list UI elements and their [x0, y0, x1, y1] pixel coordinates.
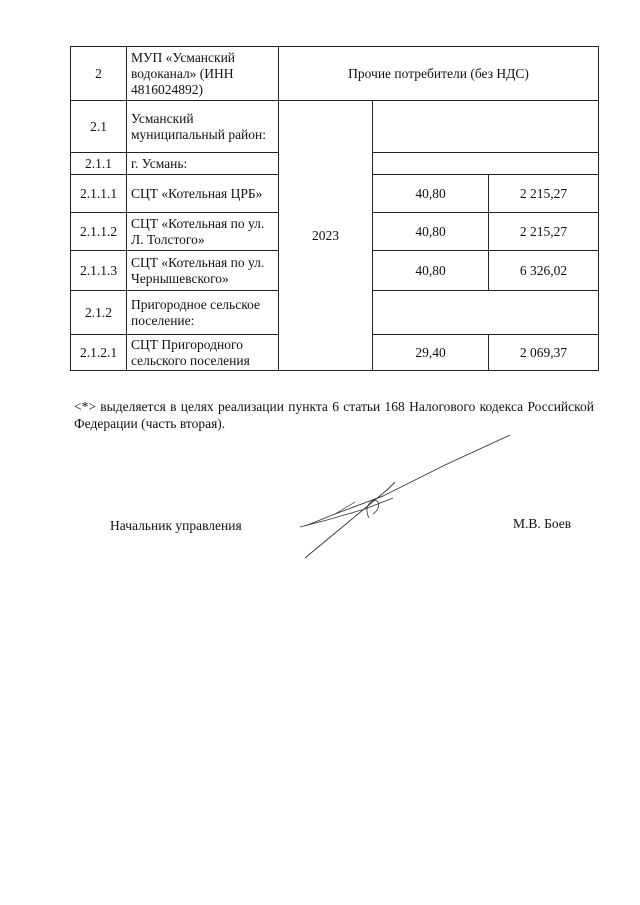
row-number: 2.1	[71, 101, 127, 153]
handwritten-signature	[295, 430, 520, 565]
consumer-group-cell: Прочие потребители (без НДС)	[279, 47, 599, 101]
row-number: 2.1.1.2	[71, 213, 127, 251]
signatory-title: Начальник управления	[110, 518, 242, 533]
empty-cell	[373, 153, 599, 175]
row-name: СЦТ «Котельная по ул. Л. Толстого»	[127, 213, 279, 251]
row-name: СЦТ «Котельная ЦРБ»	[127, 175, 279, 213]
row-number: 2.1.1.1	[71, 175, 127, 213]
row-name: г. Усмань:	[127, 153, 279, 175]
empty-cell	[373, 291, 599, 335]
row-number: 2	[71, 47, 127, 101]
table-row	[71, 47, 599, 101]
year-cell: 2023	[279, 101, 373, 371]
value-cell: 2 069,37	[489, 335, 599, 371]
signatory-name: М.В. Боев	[513, 516, 572, 531]
empty-cell	[373, 101, 599, 153]
row-number: 2.1.2	[71, 291, 127, 335]
row-number: 2.1.1	[71, 153, 127, 175]
row-name: Усманский муниципальный район:	[127, 101, 279, 153]
value-cell: 40,80	[373, 251, 489, 291]
value-cell: 2 215,27	[489, 175, 599, 213]
value-cell: 6 326,02	[489, 251, 599, 291]
tariff-table	[70, 46, 599, 371]
footnote: <*> выделяется в целях реализации пункта 6 статьи 168 Налогового кодекса Российской Федерации (часть вторая).	[74, 399, 594, 431]
row-number: 2.1.1.3	[71, 251, 127, 291]
row-name: Пригородное сельское поселение:	[127, 291, 279, 335]
value-cell: 29,40	[373, 335, 489, 371]
value-cell: 40,80	[373, 175, 489, 213]
row-name: СЦТ «Котельная по ул. Чернышевского»	[127, 251, 279, 291]
row-name: МУП «Усманский водоканал» (ИНН 4816024892)	[127, 47, 279, 101]
value-cell: 2 215,27	[489, 213, 599, 251]
value-cell: 40,80	[373, 213, 489, 251]
row-name: СЦТ Пригородного сельского поселения	[127, 335, 279, 371]
table-row	[71, 101, 599, 153]
row-number: 2.1.2.1	[71, 335, 127, 371]
